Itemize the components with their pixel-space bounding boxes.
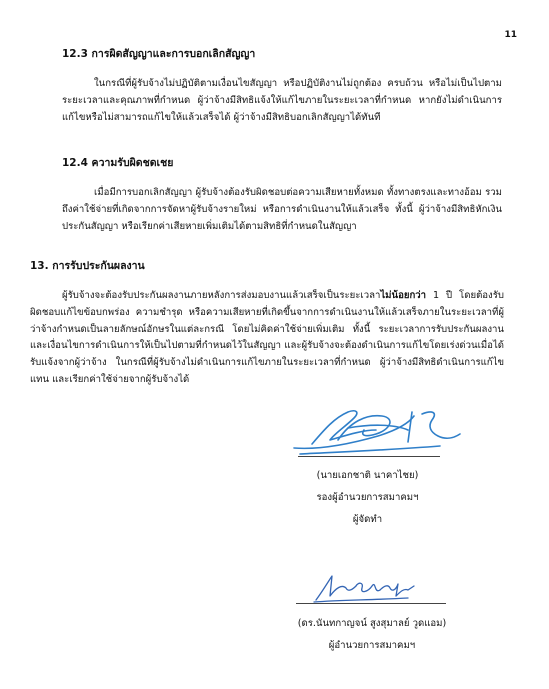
signature-1-image (290, 400, 470, 462)
signatory-1-name: (นายเอกชาติ นาคาไชย) (316, 470, 419, 481)
section-12-3-text: ในกรณีที่ผู้รับจ้างไม่ปฏิบัติตามเงื่อนไขสัญญา หรือปฏิบัติงานไม่ถูกต้อง ครบถ้วน หรือไม่เป็นไปตามระยะเวลาและคุณภาพที่กำหนด ผู้ว่าจ้างมีสิทธิแจ้งให้แก้ไขภายในระยะเวลาที่กำหนด หากยังไม่ดำเนินการแก้ไขหรือไม่สามารถแก้ไขให้แล้วเสร็จได้ ผู้ว่าจ้างมีสิทธิบอกเลิกสัญญาได้ทันที (62, 78, 502, 123)
section-13-text-start: ผู้รับจ้างจะต้องรับประกันผลงานภายหลังการส่งมอบงานแล้วเสร็จเป็นระยะเวลา (62, 290, 381, 301)
section-13-text-rest: 1 ปี โดยต้องรับผิดชอบแก้ไขข้อบกพร่อง ความชำรุด หรือความเสียหายที่เกิดขึ้นจากการดำเนินงานให้แล้วเสร็จภายในระยะเวลาที่ผู้ว่าจ้างกำหนดเป็นลายลักษณ์อักษรในแต่ละกรณี โดยไม่คิดค่าใช้จ่ายเพิ่มเติม ทั้งนี้ ระยะเวลาการรับประกันผลงานและเงื่อนไขการดำเนินการให้เป็นไปตามที่กำหนดไว้ในสัญญา และผู้รับจ้างจะต้องดำเนินการแก้ไขโดยเร่งด่วนเมื่อได้รับแจ้งจากผู้ว่าจ้าง ในกรณีที่ผู้รับจ้างไม่ดำเนินการแก้ไขภายในระยะเวลาที่กำหนด ผู้ว่าจ้างมีสิทธิดำเนินการแก้ไขแทน และเรียกค่าใช้จ่ายจากผู้รับจ้างได้ (30, 290, 504, 385)
section-12-3-paragraph (62, 76, 502, 126)
signature-2-image (312, 570, 422, 606)
signatory-2-name: (ดร.นันทกาญจน์ สูงสุมาลย์ วูดแอม) (297, 618, 447, 629)
signature-2-line (296, 603, 446, 604)
signature-1-line (298, 456, 440, 457)
section-13-text-bold: ไม่น้อยกว่า (380, 290, 427, 301)
page-number: 11 (504, 30, 517, 40)
section-12-3-heading: 12.3 การผิดสัญญาและการบอกเลิกสัญญา (62, 48, 256, 60)
section-13-paragraph (30, 288, 504, 389)
section-12-4-text: เมื่อมีการบอกเลิกสัญญา ผู้รับจ้างต้องรับผิดชอบต่อความเสียหายทั้งหมด ทั้งทางตรงและทางอ้อม รวมถึงค่าใช้จ่ายที่เกิดจากการจัดหาผู้รับจ้างรายใหม่ หรือการดำเนินงานให้แล้วเสร็จ ทั้งนี้ ผู้ว่าจ้างมีสิทธิหักเงินประกันสัญญา หรือเรียกค่าเสียหายเพิ่มเติมได้ตามสิทธิที่กำหนดในสัญญา (62, 187, 502, 232)
signatory-1-role: ผู้จัดทำ (352, 514, 383, 525)
section-13-heading: 13. การรับประกันผลงาน (30, 260, 145, 272)
section-12-4-paragraph (62, 185, 502, 235)
section-12-4-heading: 12.4 ความรับผิดชดเชย (62, 157, 174, 169)
signatory-2-position: ผู้อำนวยการสมาคมฯ (328, 640, 416, 651)
signatory-1-position: รองผู้อำนวยการสมาคมฯ (316, 492, 419, 503)
